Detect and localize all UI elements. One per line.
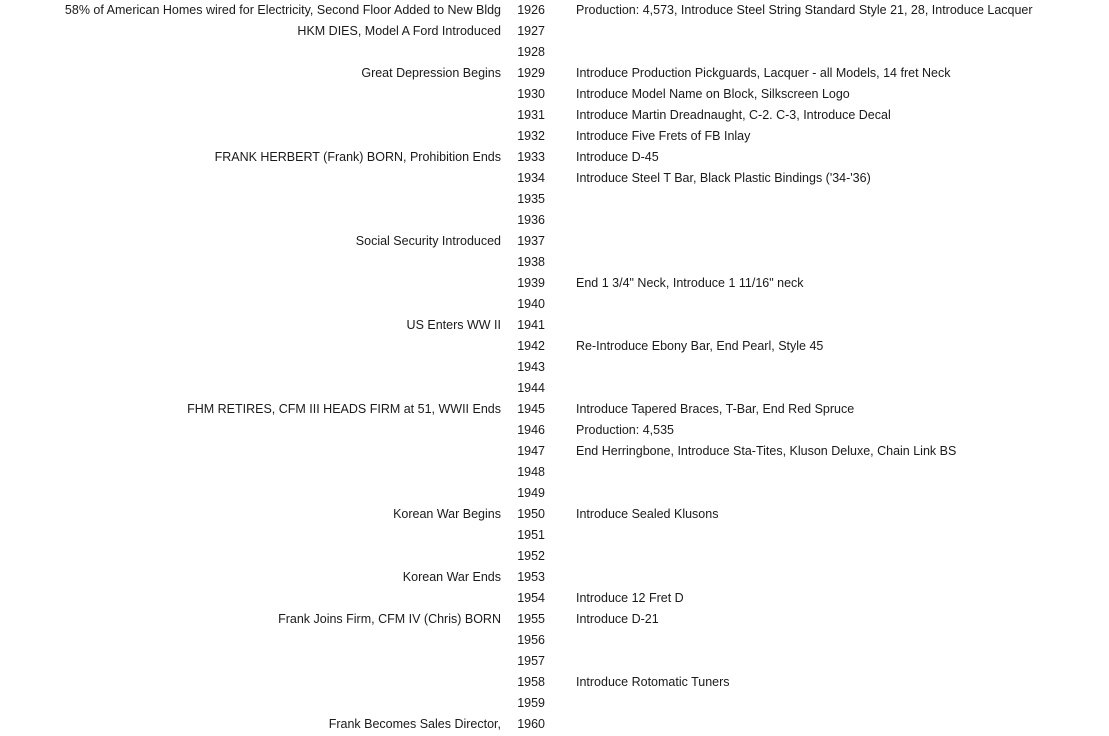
year-label: 1936: [517, 213, 545, 227]
timeline-row: [0, 105, 1109, 126]
year-label: 1929: [517, 66, 545, 80]
year-label: 1949: [517, 486, 545, 500]
company-event-text: Introduce Steel T Bar, Black Plastic Bindings ('34-'36): [576, 171, 871, 185]
timeline-row: [0, 462, 1109, 483]
year-label: 1945: [517, 402, 545, 416]
year-label: 1937: [517, 234, 545, 248]
timeline-row: [0, 210, 1109, 231]
timeline-row: [0, 357, 1109, 378]
timeline-row: [0, 609, 1109, 630]
timeline-row: [0, 189, 1109, 210]
timeline-row: [0, 231, 1109, 252]
year-label: 1948: [517, 465, 545, 479]
year-label: 1951: [517, 528, 545, 542]
company-event-text: Re-Introduce Ebony Bar, End Pearl, Style 45: [576, 339, 824, 353]
year-label: 1959: [517, 696, 545, 710]
world-event-text: Korean War Ends: [402, 570, 501, 584]
year-label: 1941: [517, 318, 545, 332]
timeline-row: [0, 693, 1109, 714]
year-label: 1928: [517, 45, 545, 59]
company-event-text: Introduce Sealed Klusons: [576, 507, 719, 521]
world-event-text: Frank Joins Firm, CFM IV (Chris) BORN: [278, 612, 501, 626]
company-event-text: Introduce D-21: [576, 612, 659, 626]
world-event-text: FRANK HERBERT (Frank) BORN, Prohibition Ends: [214, 150, 501, 164]
timeline-row: [0, 84, 1109, 105]
company-event-text: End Herringbone, Introduce Sta-Tites, Kluson Deluxe, Chain Link BS: [576, 444, 957, 458]
year-label: 1957: [517, 654, 545, 668]
company-event-text: Introduce Model Name on Block, Silkscreen Logo: [576, 87, 850, 101]
world-event-text: Great Depression Begins: [361, 66, 501, 80]
company-event-text: Introduce Five Frets of FB Inlay: [576, 129, 751, 143]
timeline-row: [0, 588, 1109, 609]
timeline-row: [0, 441, 1109, 462]
year-label: 1930: [517, 87, 545, 101]
year-label: 1931: [517, 108, 545, 122]
timeline-row: [0, 567, 1109, 588]
year-label: 1942: [517, 339, 545, 353]
timeline-row: [0, 168, 1109, 189]
company-event-text: Introduce Martin Dreadnaught, C-2. C-3, Introduce Decal: [576, 108, 891, 122]
timeline-row: [0, 315, 1109, 336]
year-label: 1926: [517, 3, 545, 17]
year-label: 1944: [517, 381, 545, 395]
timeline-row: [0, 63, 1109, 84]
company-event-text: Introduce D-45: [576, 150, 659, 164]
timeline-row: [0, 21, 1109, 42]
year-label: 1940: [517, 297, 545, 311]
timeline-row: [0, 672, 1109, 693]
year-label: 1927: [517, 24, 545, 38]
year-label: 1950: [517, 507, 545, 521]
timeline-row: [0, 273, 1109, 294]
world-event-text: FHM RETIRES, CFM III HEADS FIRM at 51, WWII Ends: [187, 402, 501, 416]
world-event-text: Social Security Introduced: [355, 234, 501, 248]
timeline-row: [0, 294, 1109, 315]
world-event-text: Frank Becomes Sales Director,: [328, 717, 501, 731]
timeline-row: [0, 546, 1109, 567]
timeline-row: [0, 525, 1109, 546]
year-label: 1938: [517, 255, 545, 269]
year-label: 1935: [517, 192, 545, 206]
year-label: 1953: [517, 570, 545, 584]
timeline-row: [0, 399, 1109, 420]
timeline-row: [0, 651, 1109, 672]
company-event-text: Introduce Production Pickguards, Lacquer - all Models, 14 fret Neck: [576, 66, 951, 80]
year-label: 1939: [517, 276, 545, 290]
timeline-row: [0, 420, 1109, 441]
company-event-text: Introduce Tapered Braces, T-Bar, End Red Spruce: [576, 402, 855, 416]
timeline-row: [0, 504, 1109, 525]
year-label: 1958: [517, 675, 545, 689]
company-event-text: End 1 3/4" Neck, Introduce 1 11/16" neck: [576, 276, 804, 290]
timeline-row: [0, 483, 1109, 504]
year-label: 1955: [517, 612, 545, 626]
timeline-row: [0, 42, 1109, 63]
company-event-text: Introduce 12 Fret D: [576, 591, 684, 605]
year-label: 1956: [517, 633, 545, 647]
timeline-row: [0, 126, 1109, 147]
year-label: 1943: [517, 360, 545, 374]
year-label: 1946: [517, 423, 545, 437]
timeline-row: [0, 252, 1109, 273]
company-event-text: Production: 4,535: [576, 423, 674, 437]
world-event-text: 58% of American Homes wired for Electricity, Second Floor Added to New Bldg: [64, 3, 501, 17]
company-event-text: Production: 4,573, Introduce Steel String Standard Style 21, 28, Introduce Lacquer: [576, 3, 1033, 17]
year-label: 1954: [517, 591, 545, 605]
year-label: 1934: [517, 171, 545, 185]
timeline-row: [0, 0, 1109, 21]
year-label: 1933: [517, 150, 545, 164]
world-event-text: US Enters WW II: [406, 318, 501, 332]
world-event-text: Korean War Begins: [393, 507, 501, 521]
company-event-text: Introduce Rotomatic Tuners: [576, 675, 730, 689]
timeline-row: [0, 630, 1109, 651]
world-event-text: HKM DIES, Model A Ford Introduced: [297, 24, 501, 38]
year-label: 1932: [517, 129, 545, 143]
timeline-row: [0, 147, 1109, 168]
timeline-row: [0, 714, 1109, 735]
year-label: 1952: [517, 549, 545, 563]
year-label: 1947: [517, 444, 545, 458]
year-label: 1960: [517, 717, 545, 731]
timeline-row: [0, 378, 1109, 399]
timeline-row: [0, 336, 1109, 357]
